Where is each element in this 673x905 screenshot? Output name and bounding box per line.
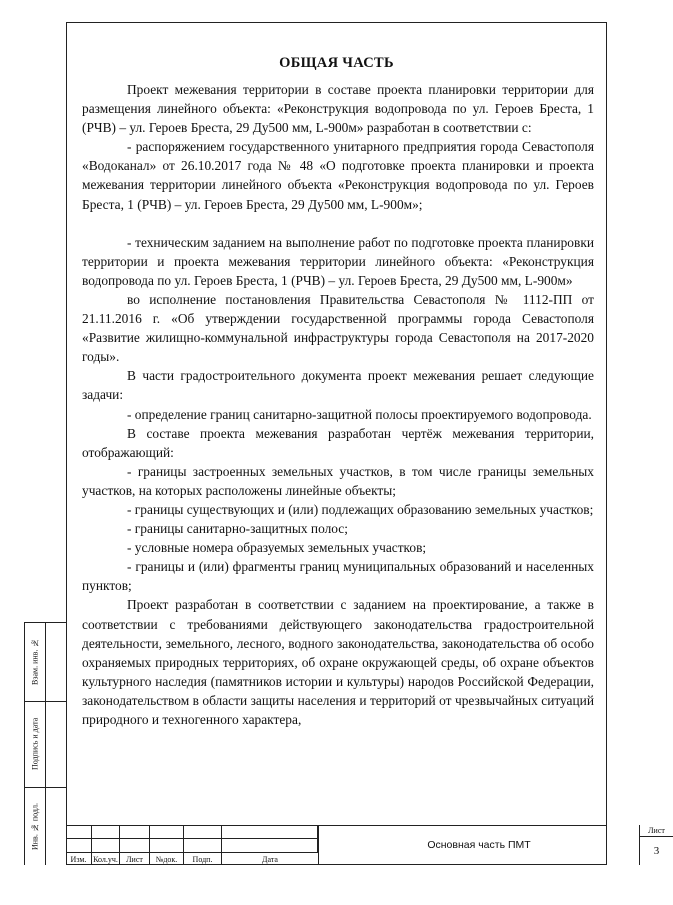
title-block-cell (184, 825, 222, 839)
document-body (82, 80, 594, 729)
paragraph: во исполнение постановления Правительства Севастополя № 1112-ПП от 21.11.2016 г. «Об утверждении государственной программы города Севастополя «Развитие жилищно-коммунальной инфраструктуры города Севастополя на 2017-2020 годы». (82, 291, 594, 365)
title-block-cell (222, 839, 318, 853)
paragraph: - границы существующих и (или) подлежащих образованию земельных участков; (127, 501, 594, 517)
paragraph: В составе проекта межевания разработан чертёж межевания территории, отображающий: (82, 425, 594, 460)
document-title: Основная часть ПМТ (318, 825, 640, 865)
side-stamp (24, 622, 66, 865)
paragraph: - условные номера образуемых земельных участков; (127, 540, 427, 556)
title-block-cell (120, 839, 150, 853)
stamp-col-ndok: №док. (150, 853, 184, 865)
stamp-col-koluch: Кол.уч. (92, 853, 120, 865)
side-stamp-divider (45, 623, 46, 865)
title-block (66, 825, 665, 865)
stamp-col-list: Лист (120, 853, 150, 865)
paragraph: - определение границ санитарно-защитной полосы проектируемого водопровода. (127, 406, 592, 422)
title-block-cell (150, 825, 184, 839)
title-block-cell (92, 825, 120, 839)
title-block-cell (66, 839, 92, 853)
side-stamp-inventory-label: Инв. № подл. (30, 803, 40, 850)
stamp-col-podp: Подп. (184, 853, 222, 865)
title-block-cell (222, 825, 318, 839)
sheet-number: 3 (653, 845, 660, 857)
side-stamp-signature-label: Подпись и дата (30, 717, 40, 771)
paragraph: В части градостроительного документа проект межевания решает следующие задачи: (82, 368, 594, 403)
stamp-col-data: Дата (262, 854, 278, 864)
paragraph: Проект разработан в соответствии с заданием на проектирование, а также в соответствии с требованиями действующего законодательства градостроительной деятельности, земельного, лесного, водного законодательства, законодательства об особо охраняемых природных территориях, об охране окружающей среды, об охране объектов культурного наследия (памятников истории и культуры) народов Российской Федерации, законодательством в области защиты населения и территорий от чрезвычайных ситуаций природного и техногенного характера, (82, 597, 594, 727)
title-block-cell (150, 839, 184, 853)
paragraph: - распоряжением государственного унитарного предприятия города Севастополя «Водоканал» от 26.10.2017 года № 48 «О подготовке проекта планировки и проекта межевания территории линейного объекта «Реконструкция водопровода по ул. Героев Бреста, 1 (РЧВ) – ул. Героев Бреста, 29 Ду500 мм, L-900м»; (82, 139, 594, 212)
paragraph: Проект межевания территории в составе проекта планировки территории для размещения линейного объекта: «Реконструкция водопровода по ул. Героев Бреста, 1 (РЧВ) – ул. Героев Бреста, 29 Ду500 мм, L-900м» разработан в соответствии с: (82, 82, 594, 136)
paragraph: - границы и (или) фрагменты границ муниципальных образований и населенных пунктов; (82, 559, 594, 594)
paragraph: - техническим заданием на выполнение работ по подготовке проекта планировки территории и проекта межевания территории линейного объекта: «Реконструкция водопровода по ул. Героев Бреста, 1 (РЧВ) – ул. Героев Бреста, 29 Ду500 мм, L-900м» (82, 234, 594, 288)
paragraph: - границы санитарно-защитных полос; (127, 521, 348, 537)
side-stamp-vzam-label: Взам. инв. № (30, 638, 40, 686)
sheet-label: Лист (640, 825, 673, 837)
stamp-col-izm: Изм. (66, 853, 92, 865)
title-block-cell (66, 825, 92, 839)
title-block-cell (92, 839, 120, 853)
title-block-cell (184, 839, 222, 853)
title-block-cell (120, 825, 150, 839)
page-title: ОБЩАЯ ЧАСТЬ (279, 55, 394, 71)
paragraph: - границы застроенных земельных участков, в том числе границы земельных участков, на которых расположены линейные объекты; (82, 463, 594, 498)
